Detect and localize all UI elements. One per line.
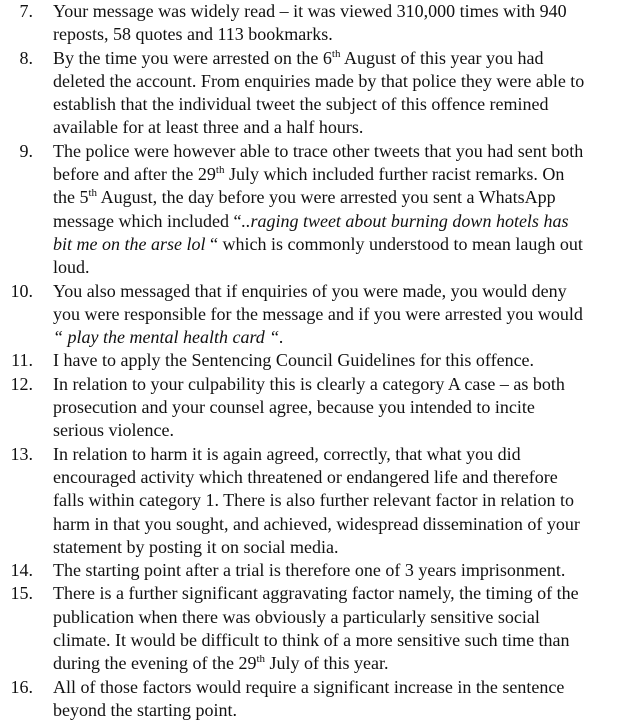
ordinal-suffix: th (88, 187, 98, 200)
paragraph-line: loud. (53, 257, 90, 278)
paragraph-number: 10. (10, 280, 33, 301)
paragraph-number: 13. (10, 443, 33, 464)
paragraph-line: the 5th August, the day before you were arrested you sent a WhatsApp (53, 187, 556, 208)
paragraph-line: By the time you were arrested on the 6th August of this year you had (53, 47, 544, 68)
paragraph-number: 14. (10, 560, 33, 581)
paragraph-10 (0, 280, 613, 350)
paragraph-line: available for at least three and a half hours. (53, 117, 364, 138)
paragraph-line: falls within category 1. There is also further relevant factor in relation to (53, 490, 574, 511)
paragraph-line: There is a further significant aggravating factor namely, the timing of the (53, 583, 579, 604)
paragraph-line: Your message was widely read – it was viewed 310,000 times with 940 (53, 1, 567, 21)
paragraph-16 (0, 676, 613, 722)
paragraph-line: message which included “..raging tweet about burning down hotels has (53, 210, 569, 231)
ordinal-suffix: th (331, 47, 341, 60)
paragraph-line: during the evening of the 29th July of this year. (53, 653, 389, 674)
paragraph-number: 12. (10, 373, 33, 394)
paragraph-14 (0, 559, 613, 582)
ordinal-suffix: th (215, 164, 225, 177)
paragraph-line: The police were however able to trace other tweets that you had sent both (53, 140, 584, 161)
paragraph-line: publication when there was obviously a particularly sensitive social (53, 606, 540, 627)
paragraph-line: beyond the starting point. (53, 699, 237, 720)
paragraph-line: you were responsible for the message and if you were arrested you would (53, 303, 583, 324)
paragraph-15 (0, 582, 613, 675)
paragraph-number: 11. (11, 350, 33, 371)
quoted-message: bit me on the arse lol (53, 233, 210, 254)
paragraph-line: The starting point after a trial is therefore one of 3 years imprisonment. (53, 560, 566, 581)
ordinal-suffix: th (256, 653, 266, 666)
paragraph-11 (0, 349, 613, 372)
paragraph-line: In relation to harm it is again agreed, correctly, that what you did (53, 443, 521, 464)
paragraph-line: deleted the account. From enquiries made by that police they were able to (53, 70, 585, 91)
quoted-message: “ play the mental health card “. (53, 327, 284, 348)
paragraph-number: 15. (10, 583, 33, 604)
paragraph-line: encouraged activity which threatened or endangered life and therefore (53, 466, 558, 487)
paragraph-8 (0, 47, 613, 140)
paragraph-line: reposts, 58 quotes and 113 bookmarks. (53, 24, 333, 45)
quoted-message: ..raging tweet about burning down hotels has (241, 210, 569, 231)
paragraph-line: statement by posting it on social media. (53, 536, 339, 557)
paragraph-number: 7. (19, 1, 33, 21)
paragraph-line: prosecution and your counsel agree, because you intended to incite (53, 397, 535, 418)
paragraph-line: bit me on the arse lol “ which is commonly understood to mean laugh out (53, 233, 583, 254)
paragraph-line: You also messaged that if enquiries of you were made, you would deny (53, 280, 567, 301)
paragraph-number: 16. (10, 676, 33, 697)
paragraph-number: 8. (19, 47, 33, 68)
paragraph-line: In relation to your culpability this is clearly a category A case – as both (53, 373, 565, 394)
paragraph-13 (0, 443, 613, 559)
paragraph-number: 9. (19, 140, 33, 161)
paragraph-12 (0, 373, 613, 443)
paragraph-line: harm in that you sought, and achieved, widespread dissemination of your (53, 513, 580, 534)
paragraph-line: establish that the individual tweet the subject of this offence remined (53, 94, 549, 115)
paragraph-line: All of those factors would require a significant increase in the sentence (53, 676, 565, 697)
paragraph-9 (0, 140, 613, 280)
paragraph-line (53, 326, 613, 349)
paragraph-line: I have to apply the Sentencing Council Guidelines for this offence. (53, 350, 535, 371)
paragraph-line: serious violence. (53, 420, 174, 441)
paragraph-7 (0, 0, 613, 47)
paragraph-line: before and after the 29th July which included further racist remarks. On (53, 164, 565, 185)
paragraph-line: climate. It would be difficult to think of a more sensitive such time than (53, 630, 570, 651)
